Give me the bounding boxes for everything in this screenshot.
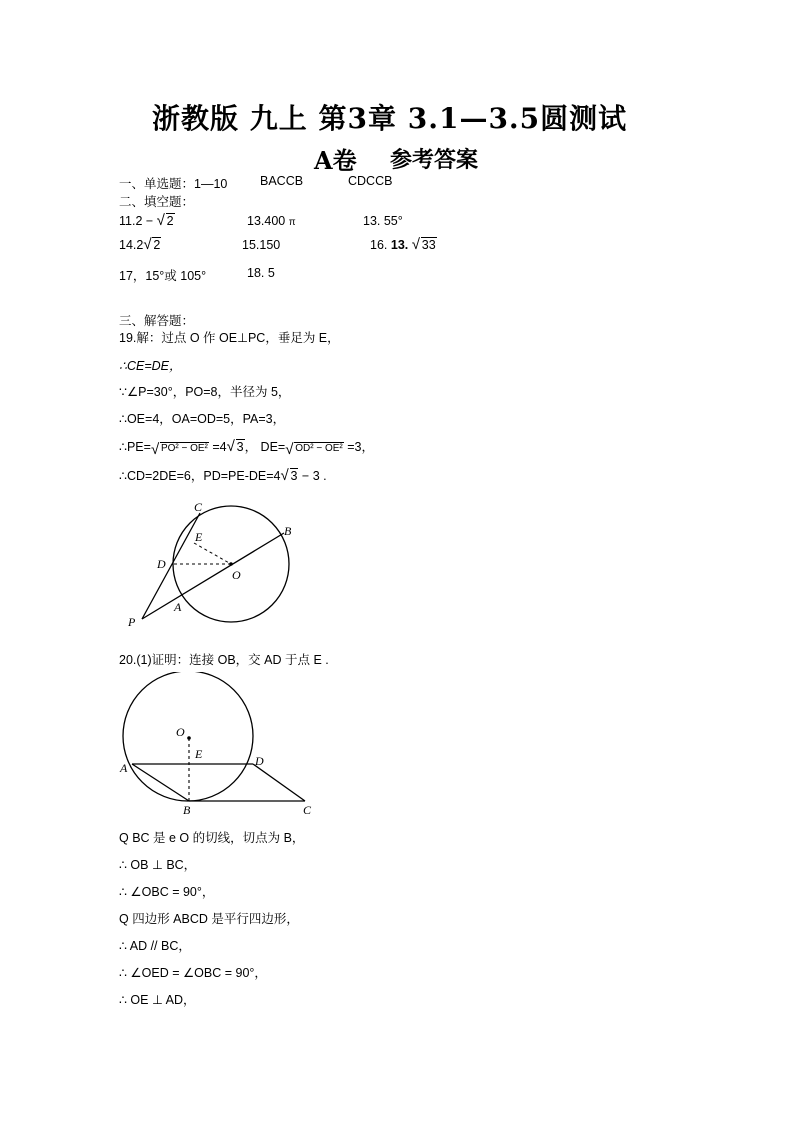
label-b: B xyxy=(183,803,191,817)
answer-13b: 13. 55° xyxy=(363,214,403,228)
circle-o xyxy=(123,672,253,801)
q19-line-5: ∴PE=√ PO² − OE² =4√ 3， DE=√ OD² − OE² =3， xyxy=(119,437,374,455)
answer-key-label: 参考答案 xyxy=(390,147,479,173)
q19-line-2: ∴CE=DE， xyxy=(119,359,182,373)
figure-q20 xyxy=(116,672,326,822)
label-d: D xyxy=(157,557,166,571)
q20-line-5: ∴ AD // BC， xyxy=(119,939,191,953)
section1-answers-2: CDCCB xyxy=(348,174,393,188)
q20-line-2: ∴ OB ⊥ BC， xyxy=(119,858,197,872)
answer-18: 18. 5 xyxy=(247,266,275,280)
section1-answers-1: BACCB xyxy=(260,174,304,188)
label-c: C xyxy=(303,803,312,817)
q20-line-6: ∴ ∠OED = ∠OBC = 90°， xyxy=(119,966,267,980)
center-o xyxy=(229,562,233,566)
q19-line-6: ∴CD=2DE=6，PD=PE-DE=4√ 3 − 3 . xyxy=(119,466,327,484)
label-p: P xyxy=(128,615,136,629)
answer-15: 15.150 xyxy=(242,238,281,252)
q20-line-4: Q 四边形 ABCD 是平行四边形， xyxy=(119,912,299,926)
q19-line-4: ∴OE=4，OA=OD=5，PA=3， xyxy=(119,412,286,426)
label-o: O xyxy=(232,568,241,582)
section3-label: 三、解答题： xyxy=(119,314,195,328)
answer-14: 14.2√ 2 xyxy=(119,238,161,252)
segment-eo xyxy=(194,543,231,564)
paper-label: A卷 xyxy=(314,146,357,175)
answer-11: 11.2 − √ 2 xyxy=(119,214,175,228)
figure-q19 xyxy=(120,495,310,635)
section2-label: 二、填空题： xyxy=(119,195,195,209)
label-a: A xyxy=(120,761,128,775)
q20-intro: 20.(1)证明：连接 OB，交 AD 于点 E . xyxy=(119,653,329,667)
line-pb xyxy=(142,533,284,619)
answer-16: 16. 13. √ 33 xyxy=(370,238,437,252)
page-title: 浙教版 九上 第3章 3.1—3.5圆测试 xyxy=(152,102,628,135)
segment-dc xyxy=(253,764,305,801)
label-e: E xyxy=(195,747,203,761)
q20-line-3: ∴ ∠OBC = 90°， xyxy=(119,885,215,899)
line-pc xyxy=(142,513,200,619)
label-e: E xyxy=(195,530,203,544)
q20-line-7: ∴ OE ⊥ AD， xyxy=(119,993,196,1007)
section1-label: 一、单选题：1—10 xyxy=(119,177,228,191)
label-o: O xyxy=(176,725,185,739)
label-d: D xyxy=(255,754,264,768)
label-c: C xyxy=(194,500,203,514)
label-a: A xyxy=(174,600,182,614)
q20-line-1: Q BC 是 e O 的切线，切点为 B， xyxy=(119,831,305,845)
answer-17: 17，15°或 105° xyxy=(119,269,207,283)
center-o xyxy=(187,736,191,740)
answer-13a: 13.400 π xyxy=(247,214,296,228)
q19-line-3: ∵∠P=30°，PO=8，半径为 5， xyxy=(119,385,291,399)
q19-line-1: 19.解：过点 O 作 OE⊥PC，垂足为 E， xyxy=(119,331,340,345)
label-b: B xyxy=(284,524,292,538)
